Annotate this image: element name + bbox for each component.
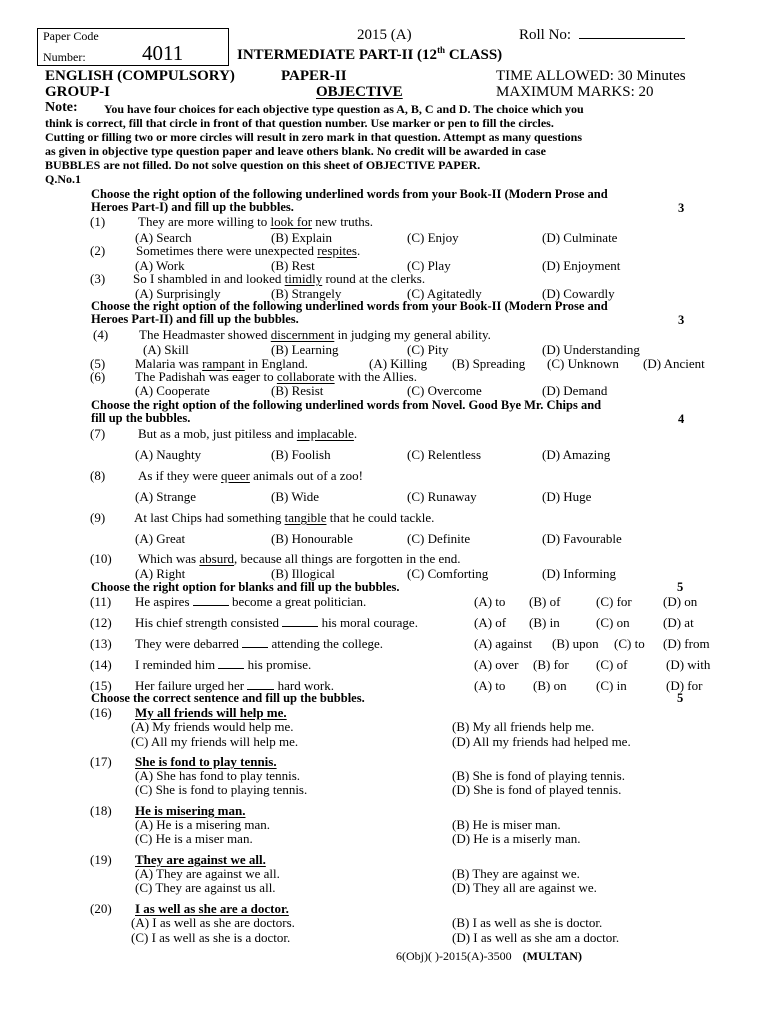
option-b: (B) on <box>533 678 567 693</box>
stem-post: round at the clerks. <box>322 271 426 286</box>
question-number: (11) <box>90 594 112 609</box>
stem-pre: Sometimes there were unexpected <box>136 243 318 258</box>
question-stem: She is fond to play tennis. <box>135 754 277 769</box>
question-number: Q.No.1 <box>45 172 81 186</box>
option-a: (A) over <box>474 657 519 672</box>
stem-post: become a great politician. <box>228 594 367 609</box>
section-marks: 3 <box>678 313 685 327</box>
section-instruction: Choose the right option of the following underlined words from Novel. Good Bye Mr. Chips and <box>91 398 602 412</box>
option-a: (A) They are against we all. <box>135 866 280 881</box>
title-sup: th <box>437 45 446 55</box>
stem-post: animals out of a zoo! <box>249 468 363 483</box>
option-d: (D) Favourable <box>542 531 622 546</box>
stem-pre: He aspires <box>135 594 193 609</box>
answer-blank <box>242 647 268 648</box>
note-line: You have four choices for each objective type question as A, B, C and D. The choice which you <box>104 102 584 116</box>
note-line: think is correct, fill that circle in front of that question number. Use marker or pen to fill the circles. <box>45 116 554 130</box>
question-number: (9) <box>90 510 106 525</box>
option-d: (D) for <box>666 678 703 693</box>
subject: ENGLISH (COMPULSORY) <box>45 68 235 84</box>
option-c: (C) Pity <box>407 342 449 357</box>
section-instruction: Choose the right option of the following underlined words from your Book-II (Modern Prose and <box>91 187 608 201</box>
stem-post: , because all things are forgotten in the end. <box>234 551 461 566</box>
option-c: (C) Play <box>407 258 451 273</box>
option-c: (C) to <box>614 636 645 651</box>
option-a: (A) Great <box>135 531 186 546</box>
stem-post: his promise. <box>244 657 312 672</box>
paper-footer <box>396 950 582 962</box>
section-instruction: Heroes Part-II) and fill up the bubbles. <box>91 312 299 326</box>
option-a: (A) against <box>474 636 533 651</box>
title-post: CLASS) <box>445 47 503 63</box>
option-d: (D) Enjoyment <box>542 258 621 273</box>
question-number: (6) <box>90 369 106 384</box>
option-b: (B) for <box>533 657 569 672</box>
option-a: (A) Killing <box>369 356 428 371</box>
option-b: (B) Learning <box>271 342 339 357</box>
question-stem: My all friends will help me. <box>135 705 287 720</box>
stem-post: new truths. <box>312 214 374 229</box>
stem-post: . <box>353 426 358 441</box>
question-number: (15) <box>90 678 112 693</box>
question-text <box>138 552 461 565</box>
option-b: (B) My all friends help me. <box>452 719 595 734</box>
footer-board: (MULTAN) <box>522 949 582 963</box>
stem-pre: They are more willing to <box>138 214 271 229</box>
question-stem: I as well as she are a doctor. <box>135 901 289 916</box>
option-b: (B) Resist <box>271 383 324 398</box>
option-a: (A) Naughty <box>135 447 202 462</box>
question-number: (17) <box>90 754 112 769</box>
stem-post: . <box>356 243 361 258</box>
section-instruction: Choose the right option of the following underlined words from your Book-II (Modern Prose and <box>91 299 608 313</box>
underlined-word: tangible <box>284 510 327 525</box>
option-b: (B) Honourable <box>271 531 353 546</box>
question-number: (1) <box>90 214 106 229</box>
option-a: (A) of <box>474 615 507 630</box>
roll-no-label: Roll No: <box>519 27 572 43</box>
note-line: BUBBLES are not filled. Do not solve question on this sheet of OBJECTIVE PAPER. <box>45 158 481 172</box>
time-allowed: TIME ALLOWED: 30 Minutes <box>496 68 686 84</box>
option-d: (D) on <box>663 594 698 609</box>
option-d: (D) I as well as she am a doctor. <box>452 930 620 945</box>
option-b: (B) of <box>529 594 561 609</box>
title-pre: INTERMEDIATE PART-II (12 <box>237 47 438 63</box>
section-marks: 4 <box>678 412 685 426</box>
option-c: (C) Unknown <box>547 356 619 371</box>
question-number: (20) <box>90 901 112 916</box>
option-b: (B) He is miser man. <box>452 817 561 832</box>
option-d: (D) Informing <box>542 566 617 581</box>
option-c: (C) Enjoy <box>407 230 459 245</box>
underlined-word: collaborate <box>276 369 335 384</box>
option-d: (D) Understanding <box>542 342 640 357</box>
option-c: (C) All my friends will help me. <box>131 734 299 749</box>
question-text <box>134 511 434 524</box>
stem-pre: Which was <box>138 551 200 566</box>
stem-post: his moral courage. <box>318 615 418 630</box>
note-line: Cutting or filling two or more circles will result in zero mark in that question. Attempt as many questions <box>45 130 582 144</box>
option-c: (C) Runaway <box>407 489 477 504</box>
question-number: (4) <box>93 327 109 342</box>
section-instruction: Choose the correct sentence and fill up the bubbles. <box>91 691 365 705</box>
stem-pre: Malaria was <box>135 356 203 371</box>
option-c: (C) She is fond to playing tennis. <box>135 782 308 797</box>
option-a: (A) Right <box>135 566 186 581</box>
question-number: (18) <box>90 803 112 818</box>
question-stem: He is misering man. <box>135 803 246 818</box>
question-number: (13) <box>90 636 112 651</box>
paper-code-label: Paper Code <box>43 29 99 43</box>
underlined-word: implacable <box>296 426 354 441</box>
stem-post: hard work. <box>274 678 334 693</box>
answer-blank <box>247 689 274 690</box>
option-b: (B) Explain <box>271 230 333 245</box>
question-number: (3) <box>90 271 106 286</box>
question-number: (14) <box>90 657 112 672</box>
group: GROUP-I <box>45 84 110 100</box>
section-marks: 5 <box>677 580 684 594</box>
stem-pre: I reminded him <box>135 657 219 672</box>
option-d: (D) at <box>663 615 694 630</box>
question-text <box>135 595 366 608</box>
option-a: (A) Work <box>135 258 185 273</box>
option-c: (C) They are against us all. <box>135 880 276 895</box>
answer-blank <box>218 668 244 669</box>
stem-pre: They were debarred <box>135 636 243 651</box>
underlined-word: queer <box>221 468 250 483</box>
section-marks: 3 <box>678 201 685 215</box>
stem-pre: As if they were <box>138 468 222 483</box>
option-b: (B) Illogical <box>271 566 335 581</box>
option-d: (D) He is a miserly man. <box>452 831 581 846</box>
question-stem: They are against we all. <box>135 852 266 867</box>
section-marks: 5 <box>677 691 684 705</box>
paper-number: 4011 <box>142 41 184 65</box>
option-b: (B) I as well as she is doctor. <box>452 915 603 930</box>
option-d: (D) She is fond of played tennis. <box>452 782 622 797</box>
number-label: Number: <box>43 50 86 64</box>
question-text <box>135 658 311 671</box>
exam-year: 2015 (A) <box>357 27 412 43</box>
question-number: (7) <box>90 426 106 441</box>
question-text <box>135 637 383 650</box>
roll-no-blank <box>579 38 685 39</box>
stem-pre: But as a mob, just pitiless and <box>138 426 297 441</box>
note-label: Note: <box>45 100 78 115</box>
option-b: (B) Foolish <box>271 447 331 462</box>
stem-pre: At last Chips had something <box>134 510 285 525</box>
underlined-word: rampant <box>202 356 245 371</box>
option-c: (C) Comforting <box>407 566 489 581</box>
question-text <box>138 469 363 482</box>
stem-post: in judging my general ability. <box>334 327 491 342</box>
stem-post: attending the college. <box>268 636 383 651</box>
section-instruction: Heroes Part-I) and fill up the bubbles. <box>91 200 294 214</box>
stem-pre: So I shambled in and looked <box>133 271 285 286</box>
underlined-word: discernment <box>270 327 335 342</box>
option-b: (B) She is fond of playing tennis. <box>452 768 625 783</box>
option-a: (A) Strange <box>135 489 197 504</box>
option-a: (A) to <box>474 678 506 693</box>
underlined-word: look for <box>270 214 313 229</box>
option-a: (A) to <box>474 594 506 609</box>
option-c: (C) on <box>596 615 630 630</box>
option-c: (C) He is a miser man. <box>135 831 253 846</box>
question-text <box>138 427 357 440</box>
question-number: (16) <box>90 705 112 720</box>
underlined-word: respites <box>317 243 357 258</box>
underlined-word: absurd <box>199 551 235 566</box>
option-c: (C) Overcome <box>407 383 482 398</box>
question-text <box>138 215 373 228</box>
answer-blank <box>282 626 318 627</box>
stem-pre: The Headmaster showed <box>139 327 271 342</box>
question-number: (19) <box>90 852 112 867</box>
question-text <box>139 328 491 341</box>
option-d: (D) All my friends had helped me. <box>452 734 631 749</box>
stem-post: in England. <box>244 356 308 371</box>
question-text <box>135 616 418 629</box>
option-c: (C) I as well as she is a doctor. <box>131 930 291 945</box>
option-a: (A) Cooperate <box>135 383 210 398</box>
option-d: (D) Demand <box>542 383 608 398</box>
option-a: (A) She has fond to play tennis. <box>135 768 301 783</box>
stem-pre: His chief strength consisted <box>135 615 283 630</box>
option-c: (C) Definite <box>407 531 471 546</box>
paper-label: PAPER-II <box>281 68 347 84</box>
option-b: (B) in <box>529 615 560 630</box>
option-b: (B) They are against we. <box>452 866 580 881</box>
option-d: (D) They all are against we. <box>452 880 597 895</box>
option-b: (B) upon <box>552 636 599 651</box>
option-b: (B) Spreading <box>452 356 526 371</box>
objective-label: OBJECTIVE <box>316 84 403 100</box>
stem-post: that he could tackle. <box>326 510 435 525</box>
option-a: (A) I as well as she are doctors. <box>131 915 295 930</box>
question-number: (2) <box>90 243 106 258</box>
option-a: (A) Surprisingly <box>135 286 221 301</box>
option-a: (A) My friends would help me. <box>131 719 294 734</box>
stem-pre: Her failure urged her <box>135 678 248 693</box>
option-d: (D) Culminate <box>542 230 618 245</box>
exam-title <box>237 46 502 63</box>
section-instruction: Choose the right option for blanks and fill up the bubbles. <box>91 580 400 594</box>
option-d: (D) Amazing <box>542 447 611 462</box>
option-b: (B) Strangely <box>271 286 342 301</box>
option-d: (D) from <box>663 636 710 651</box>
option-a: (A) He is a misering man. <box>135 817 271 832</box>
option-a: (A) Search <box>135 230 192 245</box>
option-d: (D) Huge <box>542 489 592 504</box>
option-c: (C) Relentless <box>407 447 482 462</box>
underlined-word: timidly <box>284 271 323 286</box>
answer-blank <box>193 605 229 606</box>
section-instruction: fill up the bubbles. <box>91 411 191 425</box>
question-number: (10) <box>90 551 112 566</box>
footer-code: 6(Obj)( )-2015(A)-3500 <box>396 949 512 963</box>
max-marks: MAXIMUM MARKS: 20 <box>496 84 654 100</box>
note-line: as given in objective type question paper and leave others blank. No credit will be awarded in case <box>45 144 546 158</box>
stem-post: with the Allies. <box>334 369 417 384</box>
option-b: (B) Wide <box>271 489 319 504</box>
question-number: (12) <box>90 615 112 630</box>
option-d: (D) Cowardly <box>542 286 615 301</box>
option-c: (C) of <box>596 657 628 672</box>
question-number: (5) <box>90 356 106 371</box>
question-text <box>135 370 417 383</box>
stem-pre: The Padishah was eager to <box>135 369 277 384</box>
option-c: (C) Agitatedly <box>407 286 482 301</box>
option-d: (D) with <box>666 657 711 672</box>
question-text <box>136 244 360 257</box>
question-text <box>133 272 425 285</box>
option-c: (C) in <box>596 678 627 693</box>
question-number: (8) <box>90 468 106 483</box>
roll-no <box>519 28 685 43</box>
option-d: (D) Ancient <box>643 356 705 371</box>
option-c: (C) for <box>596 594 632 609</box>
option-b: (B) Rest <box>271 258 315 273</box>
option-a: (A) Skill <box>143 342 189 357</box>
